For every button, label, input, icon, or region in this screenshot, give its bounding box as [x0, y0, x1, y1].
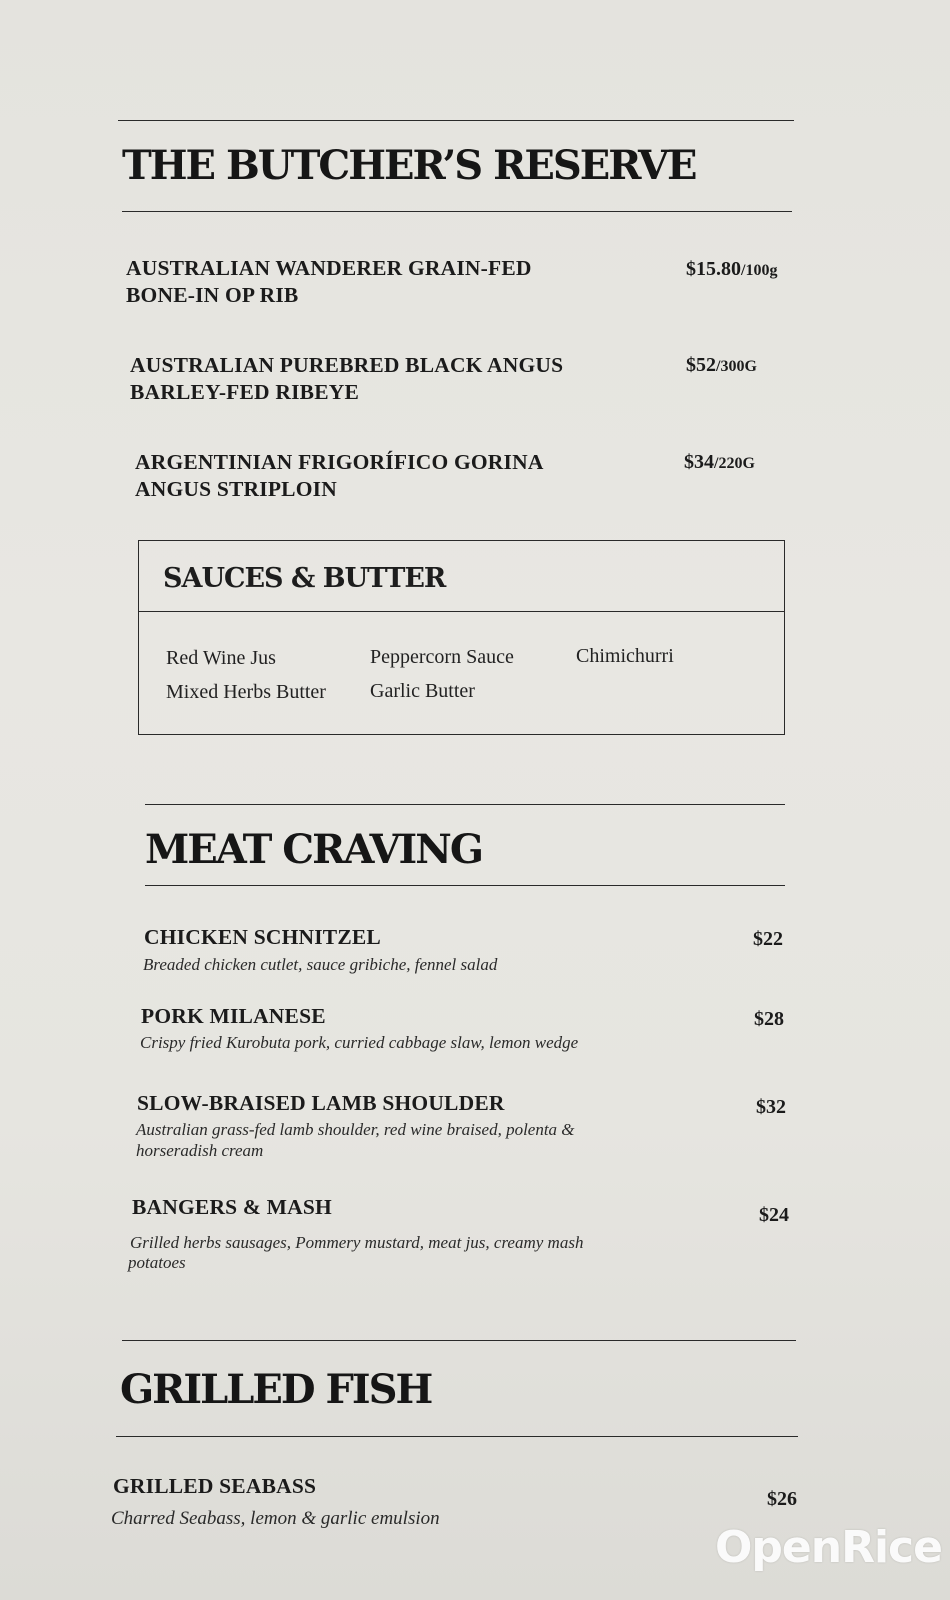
menu-item-name: BANGERS & MASH [132, 1195, 332, 1219]
divider [122, 211, 792, 212]
menu-item-name: AUSTRALIAN WANDERER GRAIN-FED BONE-IN OP RIB [126, 256, 532, 307]
menu-item-description: Grilled herbs sausages, Pommery mustard, meat jus, creamy mash [130, 1233, 584, 1252]
menu-item-price: $28 [754, 1008, 784, 1030]
menu-item-description: Breaded chicken cutlet, sauce gribiche, fennel salad [143, 955, 498, 974]
menu-item-price: $32 [756, 1096, 786, 1118]
section-title-sauces: SAUCES & BUTTER [163, 563, 446, 594]
menu-item-price: $34/220G [684, 451, 755, 473]
sauce-item: Mixed Herbs Butter [166, 681, 326, 703]
sauce-item: Red Wine Jus [166, 647, 276, 669]
divider [145, 885, 785, 886]
section-title-meat-craving: MEAT CRAVING [145, 826, 482, 873]
divider [118, 120, 794, 121]
sauces-box [138, 540, 785, 735]
menu-item-description: potatoes [128, 1253, 186, 1272]
menu-item-name: ARGENTINIAN FRIGORÍFICO GORINA ANGUS STRIPLOIN [135, 450, 544, 501]
menu-item-price: $52/300G [686, 354, 757, 376]
divider [145, 804, 785, 805]
menu-item-name: PORK MILANESE [141, 1004, 326, 1028]
divider [139, 611, 784, 612]
menu-item-name: SLOW-BRAISED LAMB SHOULDER [137, 1091, 505, 1115]
menu-item-description: Australian grass-fed lamb shoulder, red wine braised, polenta & [136, 1120, 575, 1139]
menu-item-name: GRILLED SEABASS [113, 1474, 317, 1498]
sauce-item: Peppercorn Sauce [370, 646, 514, 668]
openrice-logo: OpenRice [715, 1522, 942, 1573]
sauce-item: Garlic Butter [370, 680, 475, 702]
sauce-item: Chimichurri [576, 645, 674, 667]
menu-item-price: $26 [767, 1488, 797, 1510]
menu-item-description: Crispy fried Kurobuta pork, curried cabbage slaw, lemon wedge [140, 1033, 579, 1052]
divider [116, 1436, 798, 1437]
menu-item-name: CHICKEN SCHNITZEL [144, 925, 381, 949]
divider [122, 1340, 796, 1341]
menu-item-name: AUSTRALIAN PUREBRED BLACK ANGUS BARLEY-FED RIBEYE [130, 353, 564, 404]
menu-item-description: Charred Seabass, lemon & garlic emulsion [111, 1508, 440, 1529]
menu-item-price: $15.80/100g [686, 258, 778, 280]
menu-item-price: $24 [759, 1204, 789, 1226]
section-title-grilled-fish: GRILLED FISH [120, 1366, 432, 1413]
section-title-butchers-reserve: THE BUTCHER’S RESERVE [122, 142, 696, 189]
menu-item-description: horseradish cream [136, 1141, 264, 1160]
menu-item-price: $22 [753, 928, 783, 950]
